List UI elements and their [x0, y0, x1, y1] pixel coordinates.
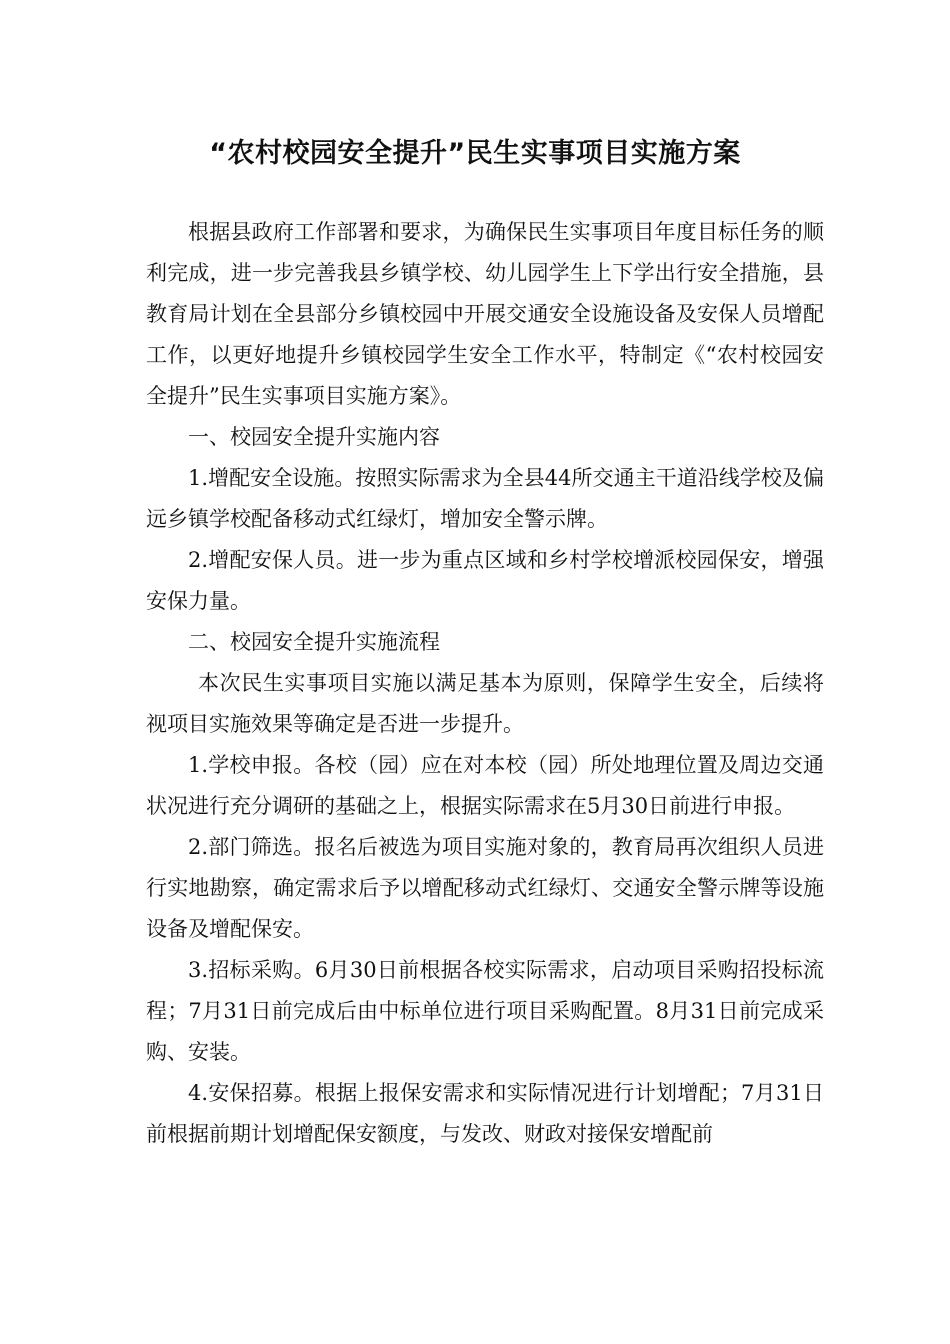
process-item-screening: 2.部门筛选。报名后被选为项目实施对象的，教育局再次组织人员进行实地勘察，确定需求后予以增配移动式红绿灯、交通安全警示牌等设施设备及增配保安。: [146, 835, 824, 941]
document-body: [146, 212, 824, 1155]
intro-paragraph: 根据县政府工作部署和要求，为确保民生实事项目年度目标任务的顺利完成，进一步完善我县乡镇学校、幼儿园学生上下学出行安全措施，县教育局计划在全县部分乡镇校园中开展交通安全设施设备及安保人员增配工作，以更好地提升乡镇校园学生安全工作水平，特制定《“农村校园安全提升”民生实事项目实施方案》。: [146, 220, 824, 408]
section-heading-content: 一、校园安全提升实施内容: [188, 425, 440, 449]
content-item-facilities: 1.增配安全设施。按照实际需求为全县44所交通主干道沿线学校及偏远乡镇学校配备移动式红绿灯，增加安全警示牌。: [146, 466, 824, 531]
process-item-application: 1.学校申报。各校（园）应在对本校（园）所处地理位置及周边交通状况进行充分调研的基础之上，根据实际需求在5月30日前进行申报。: [146, 753, 824, 818]
document-title: “农村校园安全提升”民生实事项目实施方案: [209, 138, 741, 169]
section-heading-process: 二、校园安全提升实施流程: [188, 630, 440, 654]
process-intro-paragraph: 本次民生实事项目实施以满足基本为原则，保障学生安全，后续将视项目实施效果等确定是否进一步提升。: [146, 671, 824, 736]
process-item-recruitment: 4.安保招募。根据上报保安需求和实际情况进行计划增配；7月31日前根据前期计划增配保安额度，与发改、财政对接保安增配前: [146, 1081, 824, 1146]
process-item-procurement: 3.招标采购。6月30日前根据各校实际需求，启动项目采购招投标流程；7月31日前完成后由中标单位进行项目采购配置。8月31日前完成采购、安装。: [146, 958, 824, 1064]
content-item-security-staff: 2.增配安保人员。进一步为重点区域和乡村学校增派校园保安，增强安保力量。: [146, 548, 824, 613]
